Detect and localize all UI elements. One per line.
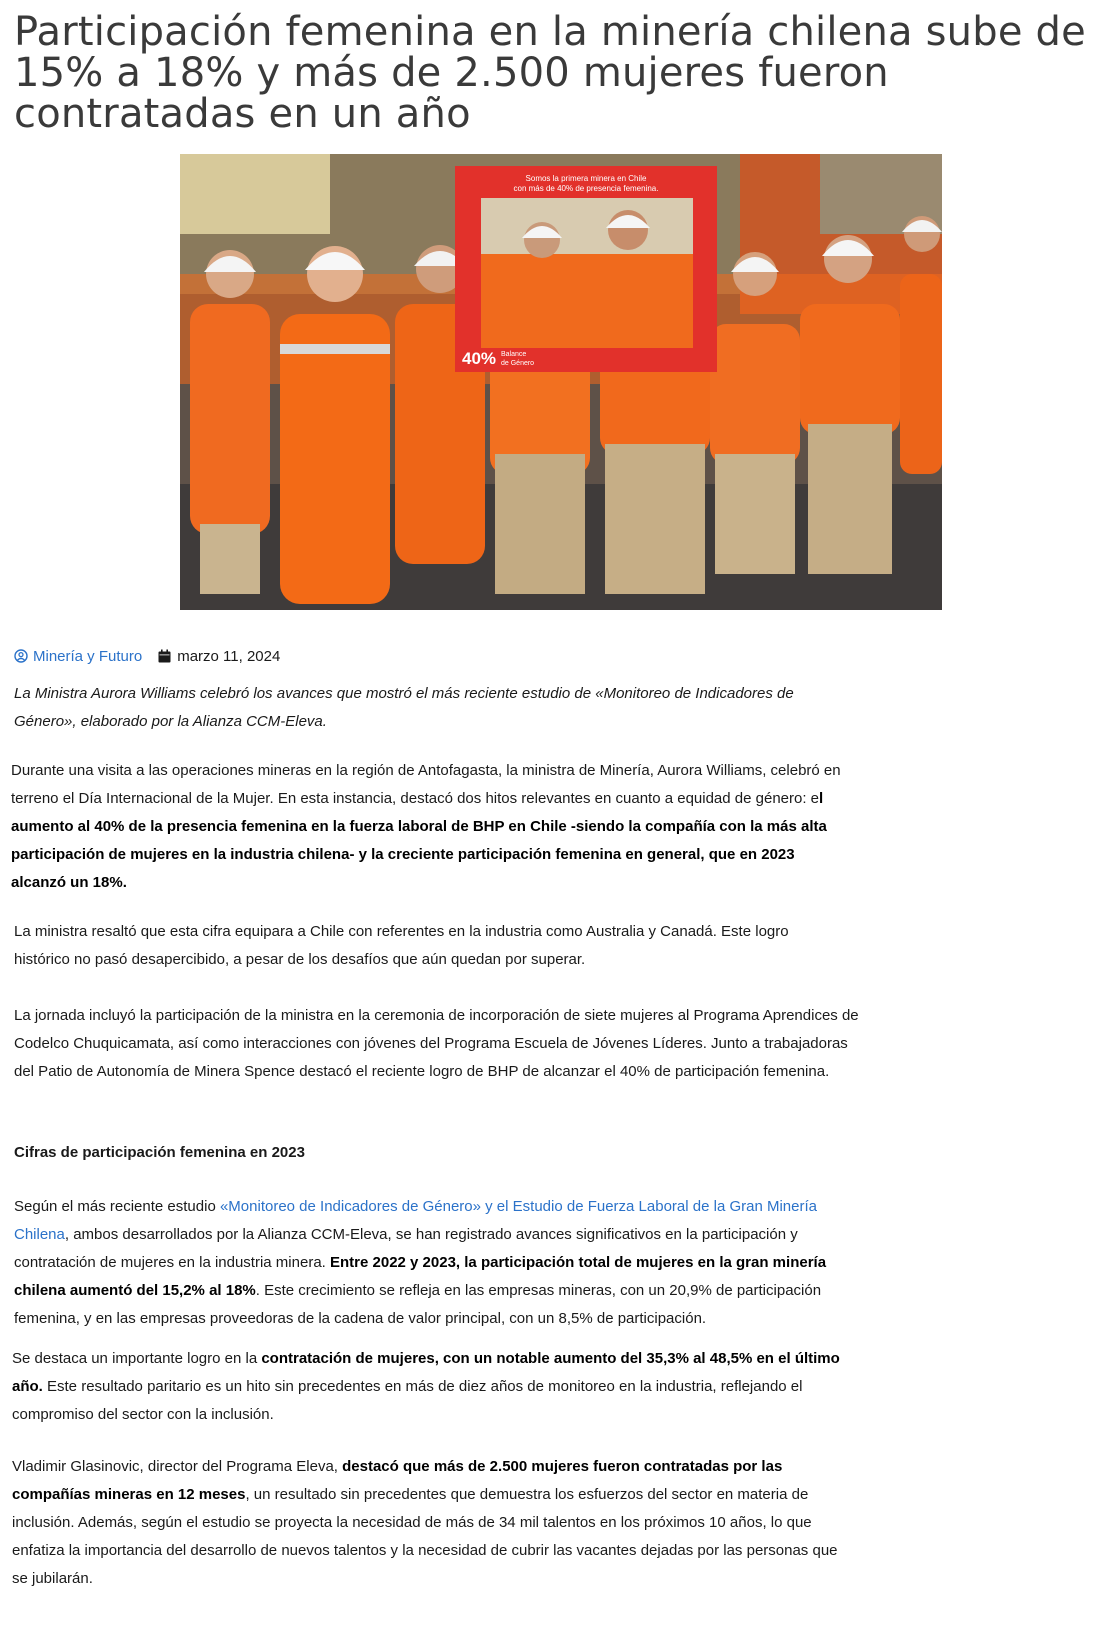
sign-line-1: Somos la primera minera en Chile [525, 174, 647, 183]
article-title: Participación femenina en la minería chilena sube de 15% a 18% y más de 2.500 mujeres fueron contratadas en un año [14, 9, 1086, 137]
publish-date [158, 648, 280, 665]
article-hero-image [180, 154, 942, 610]
paragraph-6 [12, 1453, 857, 1593]
sign-line-2: con más de 40% de presencia femenina. [513, 184, 659, 193]
paragraph-5-text-b: Este resultado paritario es un hito sin precedentes en más de diez años de monitoreo en la industria, reflejando el compromiso del sector con la inclusión. [12, 1378, 803, 1423]
sign-percent: 40% [462, 349, 497, 368]
study-link[interactable]: «Monitoreo de Indicadores de Género» y el Estudio de Fuerza Laboral de la Gran Minería Chilena [14, 1198, 817, 1243]
sign-caption-2: de Género [501, 360, 535, 367]
article-meta [14, 646, 280, 666]
section-subheading: Cifras de participación femenina en 2023 [14, 1144, 305, 1161]
balance-sign [455, 166, 717, 372]
article-lead: La Ministra Aurora Williams celebró los avances que mostró el más reciente estudio de «Monitoreo de Indicadores de Género», elaborado por la Alianza CCM-Eleva. [14, 685, 794, 730]
publish-date-text: marzo 11, 2024 [177, 647, 281, 665]
paragraph-5 [12, 1345, 857, 1429]
paragraph-4-text-a: Según el más reciente estudio [14, 1198, 220, 1215]
paragraph-4-text-b: , ambos desarrollados por la Alianza CCM-Eleva, se han registrado avances significativos en la participación y contratación de mujeres en la industria minera. [14, 1226, 798, 1271]
paragraph-6-text-a: Vladimir Glasinovic, director del Programa Eleva, [12, 1458, 343, 1475]
paragraph-5-text-a: Se destaca un importante logro en la [12, 1350, 262, 1367]
paragraph-6-text-b: , un resultado sin precedentes que demuestra los esfuerzos del sector en materia de inclusión. Además, según el estudio se proyecta la necesidad de más de 34 mil talentos en los próximos 10 años, lo que enfatiza la importancia del desarrollo de nuevos talentos y la necesidad de cubrir las vacantes dejadas por las personas que se jubilarán. [12, 1486, 838, 1587]
paragraph-4-bold: Entre 2022 y 2023, la participación total de mujeres en la gran minería chilena aumentó del 15,2% al 18% [14, 1254, 827, 1299]
calendar-icon [158, 649, 171, 663]
author-name: Minería y Futuro [33, 647, 143, 665]
paragraph-1-bold: l aumento al 40% de la presencia femenina en la fuerza laboral de BHP en Chile -siendo la compañía con la más alta participación de mujeres en la industria chilena- y la creciente participación femenina en general, que en 2023 alcanzó un 18%. [11, 790, 827, 891]
user-circle-icon [14, 649, 28, 663]
author-link[interactable] [14, 648, 142, 665]
paragraph-6-bold: destacó que más de 2.500 mujeres fueron contratadas por las compañías mineras en 12 meses [12, 1458, 783, 1503]
paragraph-2: La ministra resaltó que esta cifra equipara a Chile con referentes en la industria como Australia y Canadá. Este logro histórico no pasó desapercibido, a pesar de los desafíos que aún quedan por superar. [14, 923, 789, 968]
sign-caption-1: Balance [501, 351, 527, 358]
paragraph-4-text-c: . Este crecimiento se refleja en las empresas mineras, con un 20,9% de participación femenina, y en las empresas proveedoras de la cadena de valor principal, con un 8,5% de participación. [14, 1282, 822, 1327]
paragraph-4 [14, 1193, 844, 1333]
paragraph-1 [11, 757, 847, 897]
paragraph-5-bold: contratación de mujeres, con un notable aumento del 35,3% al 48,5% en el último año. [12, 1350, 840, 1395]
paragraph-1-text: Durante una visita a las operaciones mineras en la región de Antofagasta, la ministra de Minería, Aurora Williams, celebró en terreno el Día Internacional de la Mujer. En esta instancia, destacó dos hitos relevantes en cuanto a equidad de género: e [11, 762, 841, 807]
paragraph-3: La jornada incluyó la participación de la ministra en la ceremonia de incorporación de siete mujeres al Programa Aprendices de Codelco Chuquicamata, así como interacciones con jóvenes del Programa Escuela de Jóvenes Líderes. Junto a trabajadoras del Patio de Autonomía de Minera Spence destacó el reciente logro de BHP de alcanzar el 40% de participación femenina. [14, 1007, 859, 1080]
